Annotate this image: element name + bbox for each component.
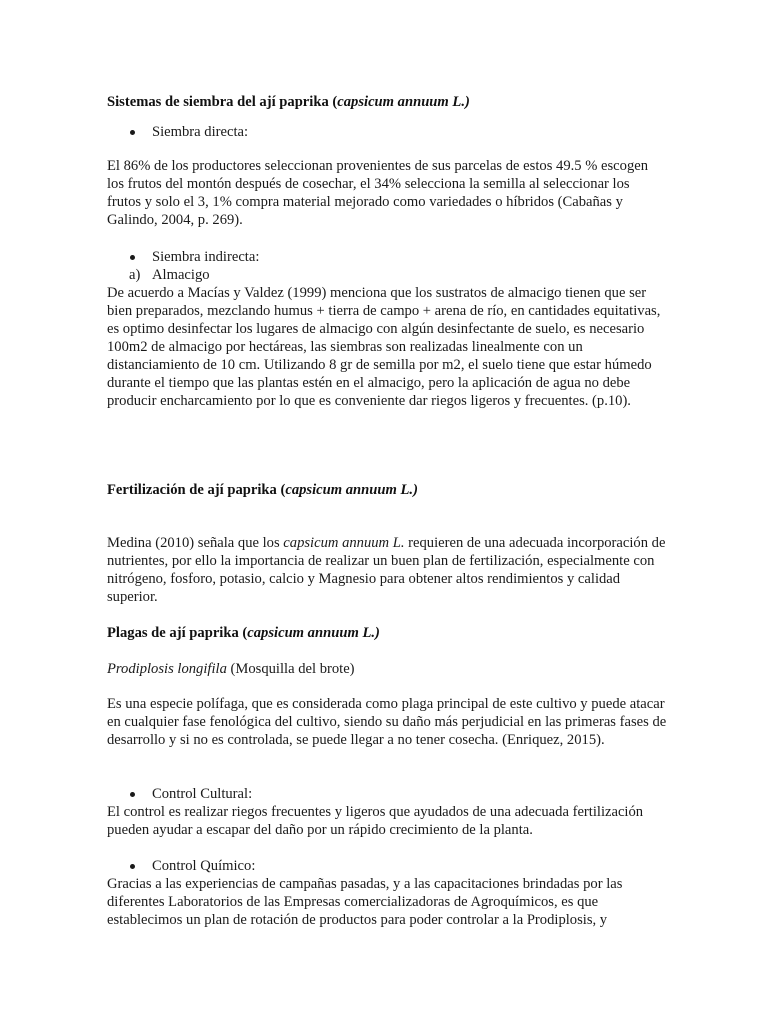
paragraph-pest-description: Es una especie polífaga, que es considerada como plaga principal de este cultivo y puede atacar en cualquier fase fenológica del cultivo, siendo su daño más perjudicial en las primeras fases de desarrollo y si no es controlada, se puede llegar a no tener cosecha. (Enriquez, 2015). xyxy=(107,696,667,748)
bullet-control-quimico xyxy=(107,857,667,875)
text-run: requieren de una adecuada incorporación de nutrientes, por ello la importancia de realizar un buen plan de fertilización, especialmente con nitrógeno, fosforo, potasio, calcio y Magnesio para obtener altos rendimientos y calidad superior. xyxy=(107,535,666,605)
pest-species: Prodiplosis longifila xyxy=(107,661,227,677)
section-heading-sistemas-siembra xyxy=(107,93,667,111)
heading-text: Sistemas de siembra del ají paprika ( xyxy=(107,94,338,110)
bullet-icon xyxy=(130,792,135,797)
section-heading-fertilizacion xyxy=(107,481,667,499)
paragraph-fertilizacion xyxy=(107,534,667,606)
paragraph-control-quimico: Gracias a las experiencias de campañas pasadas, y a las capacitaciones brindadas por las diferentes Laboratorios de las Empresas comercializadoras de Agroquímicos, es que establecimos un plan de rotación de productos para poder controlar a la Prodiplosis, y xyxy=(107,876,623,928)
species-name: capsicum annuum L. xyxy=(283,535,405,551)
paragraph-control-cultural: El control es realizar riegos frecuentes y ligeros que ayudados de una adecuada fertilización pueden ayudar a escapar del daño por un rápido crecimiento de la planta. xyxy=(107,804,644,838)
bullet-icon xyxy=(130,255,135,260)
heading-text: Plagas de ají paprika ( xyxy=(107,625,248,641)
bullet-label: Control Cultural: xyxy=(152,786,253,802)
bullet-icon xyxy=(130,864,135,869)
paragraph-siembra-directa: El 86% de los productores seleccionan provenientes de sus parcelas de estos 49.5 % escogen los frutos del montón después de cosechar, el 34% selecciona la semilla al seleccionar los frutos y solo el 3, 1% compra material mejorado como variedades o híbridos (Cabañas y Galindo, 2004, p. 269). xyxy=(107,158,649,228)
heading-species: capsicum annuum L.) xyxy=(337,94,470,110)
list-item-almacigo xyxy=(107,266,667,284)
bullet-siembra-indirecta xyxy=(107,248,667,266)
section-heading-plagas xyxy=(107,624,667,642)
bullet-control-cultural xyxy=(107,785,667,803)
bullet-siembra-directa xyxy=(107,123,667,141)
bullet-label: Control Químico: xyxy=(152,858,256,874)
bullet-label: Siembra indirecta: xyxy=(152,249,260,265)
document-page xyxy=(107,0,667,1024)
heading-text: Fertilización de ají paprika ( xyxy=(107,482,286,498)
list-label: Almacigo xyxy=(152,267,210,283)
pest-common-name: (Mosquilla del brote) xyxy=(226,661,355,677)
text-run: Medina (2010) señala que los xyxy=(107,535,284,551)
heading-species: capsicum annuum L.) xyxy=(247,625,380,641)
heading-species: capsicum annuum L.) xyxy=(285,482,418,498)
bullet-icon xyxy=(130,130,135,135)
paragraph-almacigo: De acuerdo a Macías y Valdez (1999) menciona que los sustratos de almacigo tienen que ser bien preparados, mezclando humus + tierra de campo + arena de río, en cantidades equitativas, es optimo desinfectar los lugares de almacigo con algún desinfectante de suelo, es necesario 100m2 de almacigo por hectáreas, las siembras son realizadas linealmente con un distanciamiento de 10 cm. Utilizando 8 gr de semilla por m2, el suelo tiene que estar húmedo durante el tiempo que las plantas estén en el almacigo, pero la aplicación de agua no debe producir encharcamiento por lo que es conveniente dar riegos ligeros y frecuentes. (p.10). xyxy=(107,285,661,409)
bullet-label: Siembra directa: xyxy=(152,124,249,140)
pest-name xyxy=(107,660,667,678)
list-marker: a) xyxy=(129,267,141,283)
